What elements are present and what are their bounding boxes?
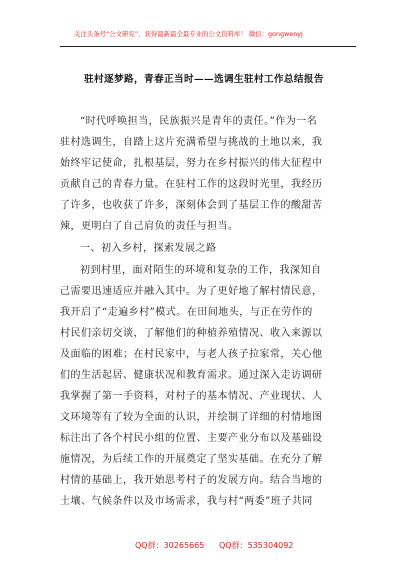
body-line: 土壤、气候条件以及市场需求，我与村“两委”班子共同	[60, 496, 313, 507]
body-line: 标注出了各个村民小组的位置、主要产业分布以及基础设	[60, 433, 323, 444]
footer-qq-group-1: QQ群：30265665	[135, 541, 205, 550]
body-line: 始终牢记使命，扎根基层，努力在乡村振兴的伟大征程中	[60, 158, 323, 169]
body-line: 们的生活起居、健康状况和教育需求。通过深入走访调研	[60, 370, 323, 381]
footer-qq-group-2: QQ群：535304092	[219, 541, 294, 550]
body-line: 辣，更明白了自己肩负的责任与担当。	[60, 221, 239, 232]
body-line: 文环境等有了较为全面的认识，并绘制了详细的村情地图	[60, 412, 323, 423]
body-line: 村民们亲切交谈，了解他们的种植养殖情况、收入来源以	[60, 328, 323, 339]
body-line: 我掌握了第一手资料，对村子的基本情况、产业现状、人	[60, 391, 323, 402]
document-title: 驻村逐梦路，青春正当时——选调生驻村工作总结报告	[84, 74, 324, 85]
body-line: 己需要迅速适应并融入其中。为了更好地了解村情民意，	[60, 286, 323, 297]
header-text: 关注头条号“公文研究”，获得最新最全最专业的公文资料库！ 微信：gongwenyj	[74, 30, 303, 38]
body-line: 我开启了“走遍乡村”模式。在田间地头，与正在劳作的	[60, 307, 313, 318]
body-line: 及面临的困难；在村民家中，与老人孩子拉家常，关心他	[60, 349, 323, 360]
section-heading: 一、初入乡村，探索发展之路	[80, 243, 217, 254]
body-line: “时代呼唤担当，民族振兴是青年的责任。”作为一名	[80, 116, 318, 127]
body-line: 贡献自己的青春力量。在驻村工作的这段时光里，我经历	[60, 179, 323, 190]
body-line: 施情况，为后续工作的开展奠定了坚实基础。在充分了解	[60, 454, 323, 465]
body-line: 了许多，也收获了许多，深刻体会到了基层工作的酸甜苦	[60, 200, 323, 211]
body-line: 驻村选调生，自踏上这片充满希望与挑战的土地以来，我	[60, 137, 323, 148]
body-line: 村情的基础上，我开始思考村子的发展方向。结合当地的	[60, 475, 323, 486]
body-line: 初到村里，面对陌生的环境和复杂的工作，我深知自	[80, 265, 322, 276]
page-header	[60, 26, 356, 47]
